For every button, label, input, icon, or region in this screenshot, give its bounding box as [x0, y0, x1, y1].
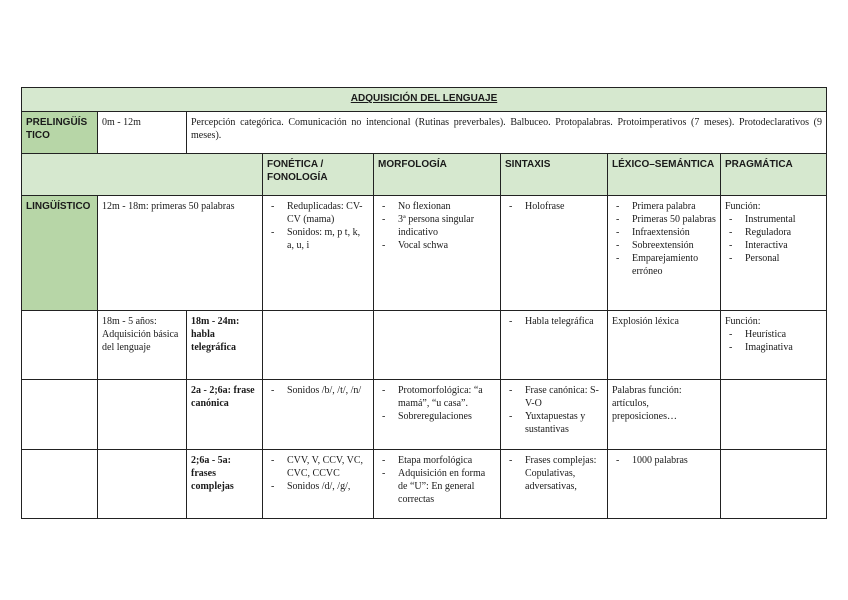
- row4-fonetica: [263, 450, 374, 519]
- row2-age: 18m - 5 años: Adquisición básica del lenguaje: [98, 311, 187, 380]
- list-item: - Etapa morfológica: [378, 454, 496, 467]
- row4-pragmatica: [721, 450, 827, 519]
- list-item: - Sobreregulaciones: [378, 410, 496, 423]
- row2-stage: 18m - 24m: habla telegráfica: [187, 311, 263, 380]
- row3-stage: 2a - 2;6a: frase canónica: [187, 380, 263, 450]
- row3-pragmatica: [721, 380, 827, 450]
- row2-fonetica: [263, 311, 374, 380]
- list-item: - Habla telegráfica: [505, 315, 603, 328]
- list-item: - Primeras 50 palabras: [612, 213, 716, 226]
- row4-sintaxis: [501, 450, 608, 519]
- row3-fonetica: [263, 380, 374, 450]
- row3-blank-a: [22, 380, 98, 450]
- header-morfologia: MORFOLOGÍA: [374, 154, 501, 196]
- list-item: - 1000 palabras: [612, 454, 716, 467]
- list-item: - Reduplicadas: CV-CV (mama): [267, 200, 369, 226]
- row2-lexico: Explosión léxica: [608, 311, 721, 380]
- row3-morfologia: [374, 380, 501, 450]
- row3-lexico: Palabras función: artículos, preposiciones…: [608, 380, 721, 450]
- stage-label-prelinguistico: PRELINGÜÍSTICO: [22, 112, 98, 154]
- list-item: - Sonidos: m, p t, k, a, u, i: [267, 226, 369, 252]
- pragmatica-title: Función:: [725, 201, 761, 212]
- stage-label-linguistico: LINGÜÍSTICO: [22, 196, 98, 311]
- language-acquisition-table: [21, 87, 827, 519]
- header-sintaxis: SINTAXIS: [501, 154, 608, 196]
- row2-pragmatica: [721, 311, 827, 380]
- list-item: - Sonidos /d/, /g/,: [267, 480, 369, 493]
- row4-morfologia: [374, 450, 501, 519]
- list-item: - Holofrase: [505, 200, 603, 213]
- row2-sintaxis: [501, 311, 608, 380]
- list-item: - No flexionan: [378, 200, 496, 213]
- list-item: - Sobreextensión: [612, 239, 716, 252]
- row4-blank-b: [98, 450, 187, 519]
- list-item: - Primera palabra: [612, 200, 716, 213]
- list-item: - Heurística: [725, 328, 822, 341]
- row4-stage: 2;6a - 5a: frases complejas: [187, 450, 263, 519]
- pragmatica-title: Función:: [725, 316, 761, 327]
- row1-lexico: [608, 196, 721, 311]
- list-item: - 3ª persona singular indicativo: [378, 213, 496, 239]
- table-title: ADQUISICIÓN DEL LENGUAJE: [22, 88, 827, 112]
- prelinguistico-age: 0m - 12m: [98, 112, 187, 154]
- list-item: - Frases complejas: Copulativas, adversativas,: [505, 454, 603, 493]
- row2-blank: [22, 311, 98, 380]
- row3-blank-b: [98, 380, 187, 450]
- list-item: - Sonidos /b/, /t/, /n/: [267, 384, 369, 397]
- header-fonetica: FONÉTICA / FONOLOGÍA: [263, 154, 374, 196]
- row1-age: 12m - 18m: primeras 50 palabras: [98, 196, 263, 311]
- row4-blank-a: [22, 450, 98, 519]
- list-item: - Instrumental: [725, 213, 822, 226]
- list-item: - Infraextensión: [612, 226, 716, 239]
- list-item: - Frase canónica: S-V-O: [505, 384, 603, 410]
- header-pragmatica: PRAGMÁTICA: [721, 154, 827, 196]
- list-item: - Personal: [725, 252, 822, 265]
- row1-fonetica: [263, 196, 374, 311]
- prelinguistico-description: Percepción categórica. Comunicación no intencional (Rutinas preverbales). Balbuceo. Protopalabras. Protoimperativos (7 meses). Protodeclarativos (9 meses).: [187, 112, 827, 154]
- list-item: - Imaginativa: [725, 341, 822, 354]
- list-item: - Emparejamiento erróneo: [612, 252, 716, 278]
- list-item: - Vocal schwa: [378, 239, 496, 252]
- list-item: - CVV, V, CCV, VC, CVC, CCVC: [267, 454, 369, 480]
- list-item: - Protomorfológica: “a mamá”, “u casa”.: [378, 384, 496, 410]
- row1-morfologia: [374, 196, 501, 311]
- row3-sintaxis: [501, 380, 608, 450]
- list-item: - Yuxtapuestas y sustantivas: [505, 410, 603, 436]
- header-blank: [22, 154, 263, 196]
- list-item: - Adquisición en forma de “U”: En general correctas: [378, 467, 496, 506]
- list-item: - Reguladora: [725, 226, 822, 239]
- row1-sintaxis: [501, 196, 608, 311]
- list-item: - Interactiva: [725, 239, 822, 252]
- row2-morfologia: [374, 311, 501, 380]
- header-lexico: LÉXICO–SEMÁNTICA: [608, 154, 721, 196]
- row1-pragmatica: [721, 196, 827, 311]
- row4-lexico: [608, 450, 721, 519]
